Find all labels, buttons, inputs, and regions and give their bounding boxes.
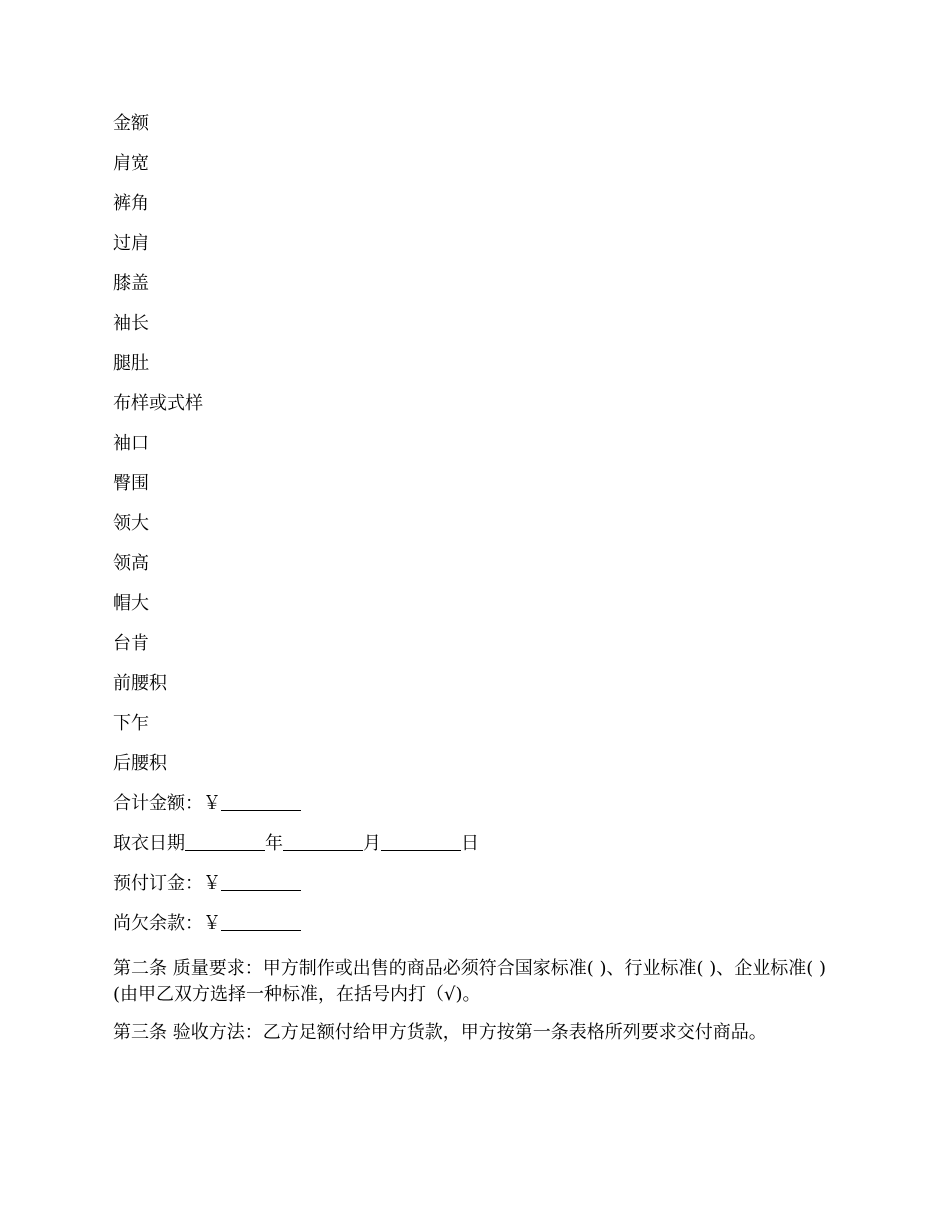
pickup-year-label: 年 bbox=[265, 833, 283, 854]
item-collar-size: 领大 bbox=[113, 513, 149, 534]
pickup-year-blank[interactable] bbox=[185, 832, 265, 851]
total-amount-label: 合计金额：￥ bbox=[113, 793, 221, 814]
balance-blank[interactable] bbox=[221, 912, 301, 931]
item-hip: 臀围 bbox=[113, 473, 149, 494]
item-front-waist: 前腰积 bbox=[113, 673, 167, 694]
clause-quality-requirements: 第二条 质量要求：甲方制作或出售的商品必须符合国家标准( )、行业标准( )、企业标准( )(由甲乙双方选择一种标准，在括号内打（√)。 bbox=[113, 958, 827, 1005]
total-amount-line bbox=[113, 792, 301, 816]
item-hat-size: 帽大 bbox=[113, 593, 149, 614]
pickup-month-label: 月 bbox=[363, 833, 381, 854]
item-taiken: 台肯 bbox=[113, 633, 149, 654]
balance-label: 尚欠余款：￥ bbox=[113, 913, 221, 934]
pickup-month-blank[interactable] bbox=[283, 832, 363, 851]
deposit-line bbox=[113, 872, 301, 896]
item-shoulder-width: 肩宽 bbox=[113, 153, 149, 174]
item-fabric-or-style: 布样或式样 bbox=[113, 393, 203, 414]
deposit-label: 预付订金：￥ bbox=[113, 873, 221, 894]
clause-acceptance-method: 第三条 验收方法：乙方足额付给甲方货款，甲方按第一条表格所列要求交付商品。 bbox=[113, 1022, 767, 1043]
pickup-day-blank[interactable] bbox=[381, 832, 461, 851]
item-calf: 腿肚 bbox=[113, 353, 149, 374]
pickup-day-label: 日 bbox=[461, 833, 479, 854]
total-amount-blank[interactable] bbox=[221, 792, 301, 811]
deposit-blank[interactable] bbox=[221, 872, 301, 891]
pickup-date-line bbox=[113, 832, 479, 856]
item-back-waist: 后腰积 bbox=[113, 753, 167, 774]
item-collar-height: 领高 bbox=[113, 553, 149, 574]
item-cuff: 袖口 bbox=[113, 433, 149, 454]
balance-line bbox=[113, 912, 301, 936]
pickup-date-label: 取衣日期 bbox=[113, 833, 185, 854]
item-knee: 膝盖 bbox=[113, 273, 149, 294]
item-yoke: 过肩 bbox=[113, 233, 149, 254]
item-xiazha: 下乍 bbox=[113, 713, 149, 734]
item-amount: 金额 bbox=[113, 113, 149, 134]
item-trouser-hem: 裤角 bbox=[113, 193, 149, 214]
item-sleeve-length: 袖长 bbox=[113, 313, 149, 334]
